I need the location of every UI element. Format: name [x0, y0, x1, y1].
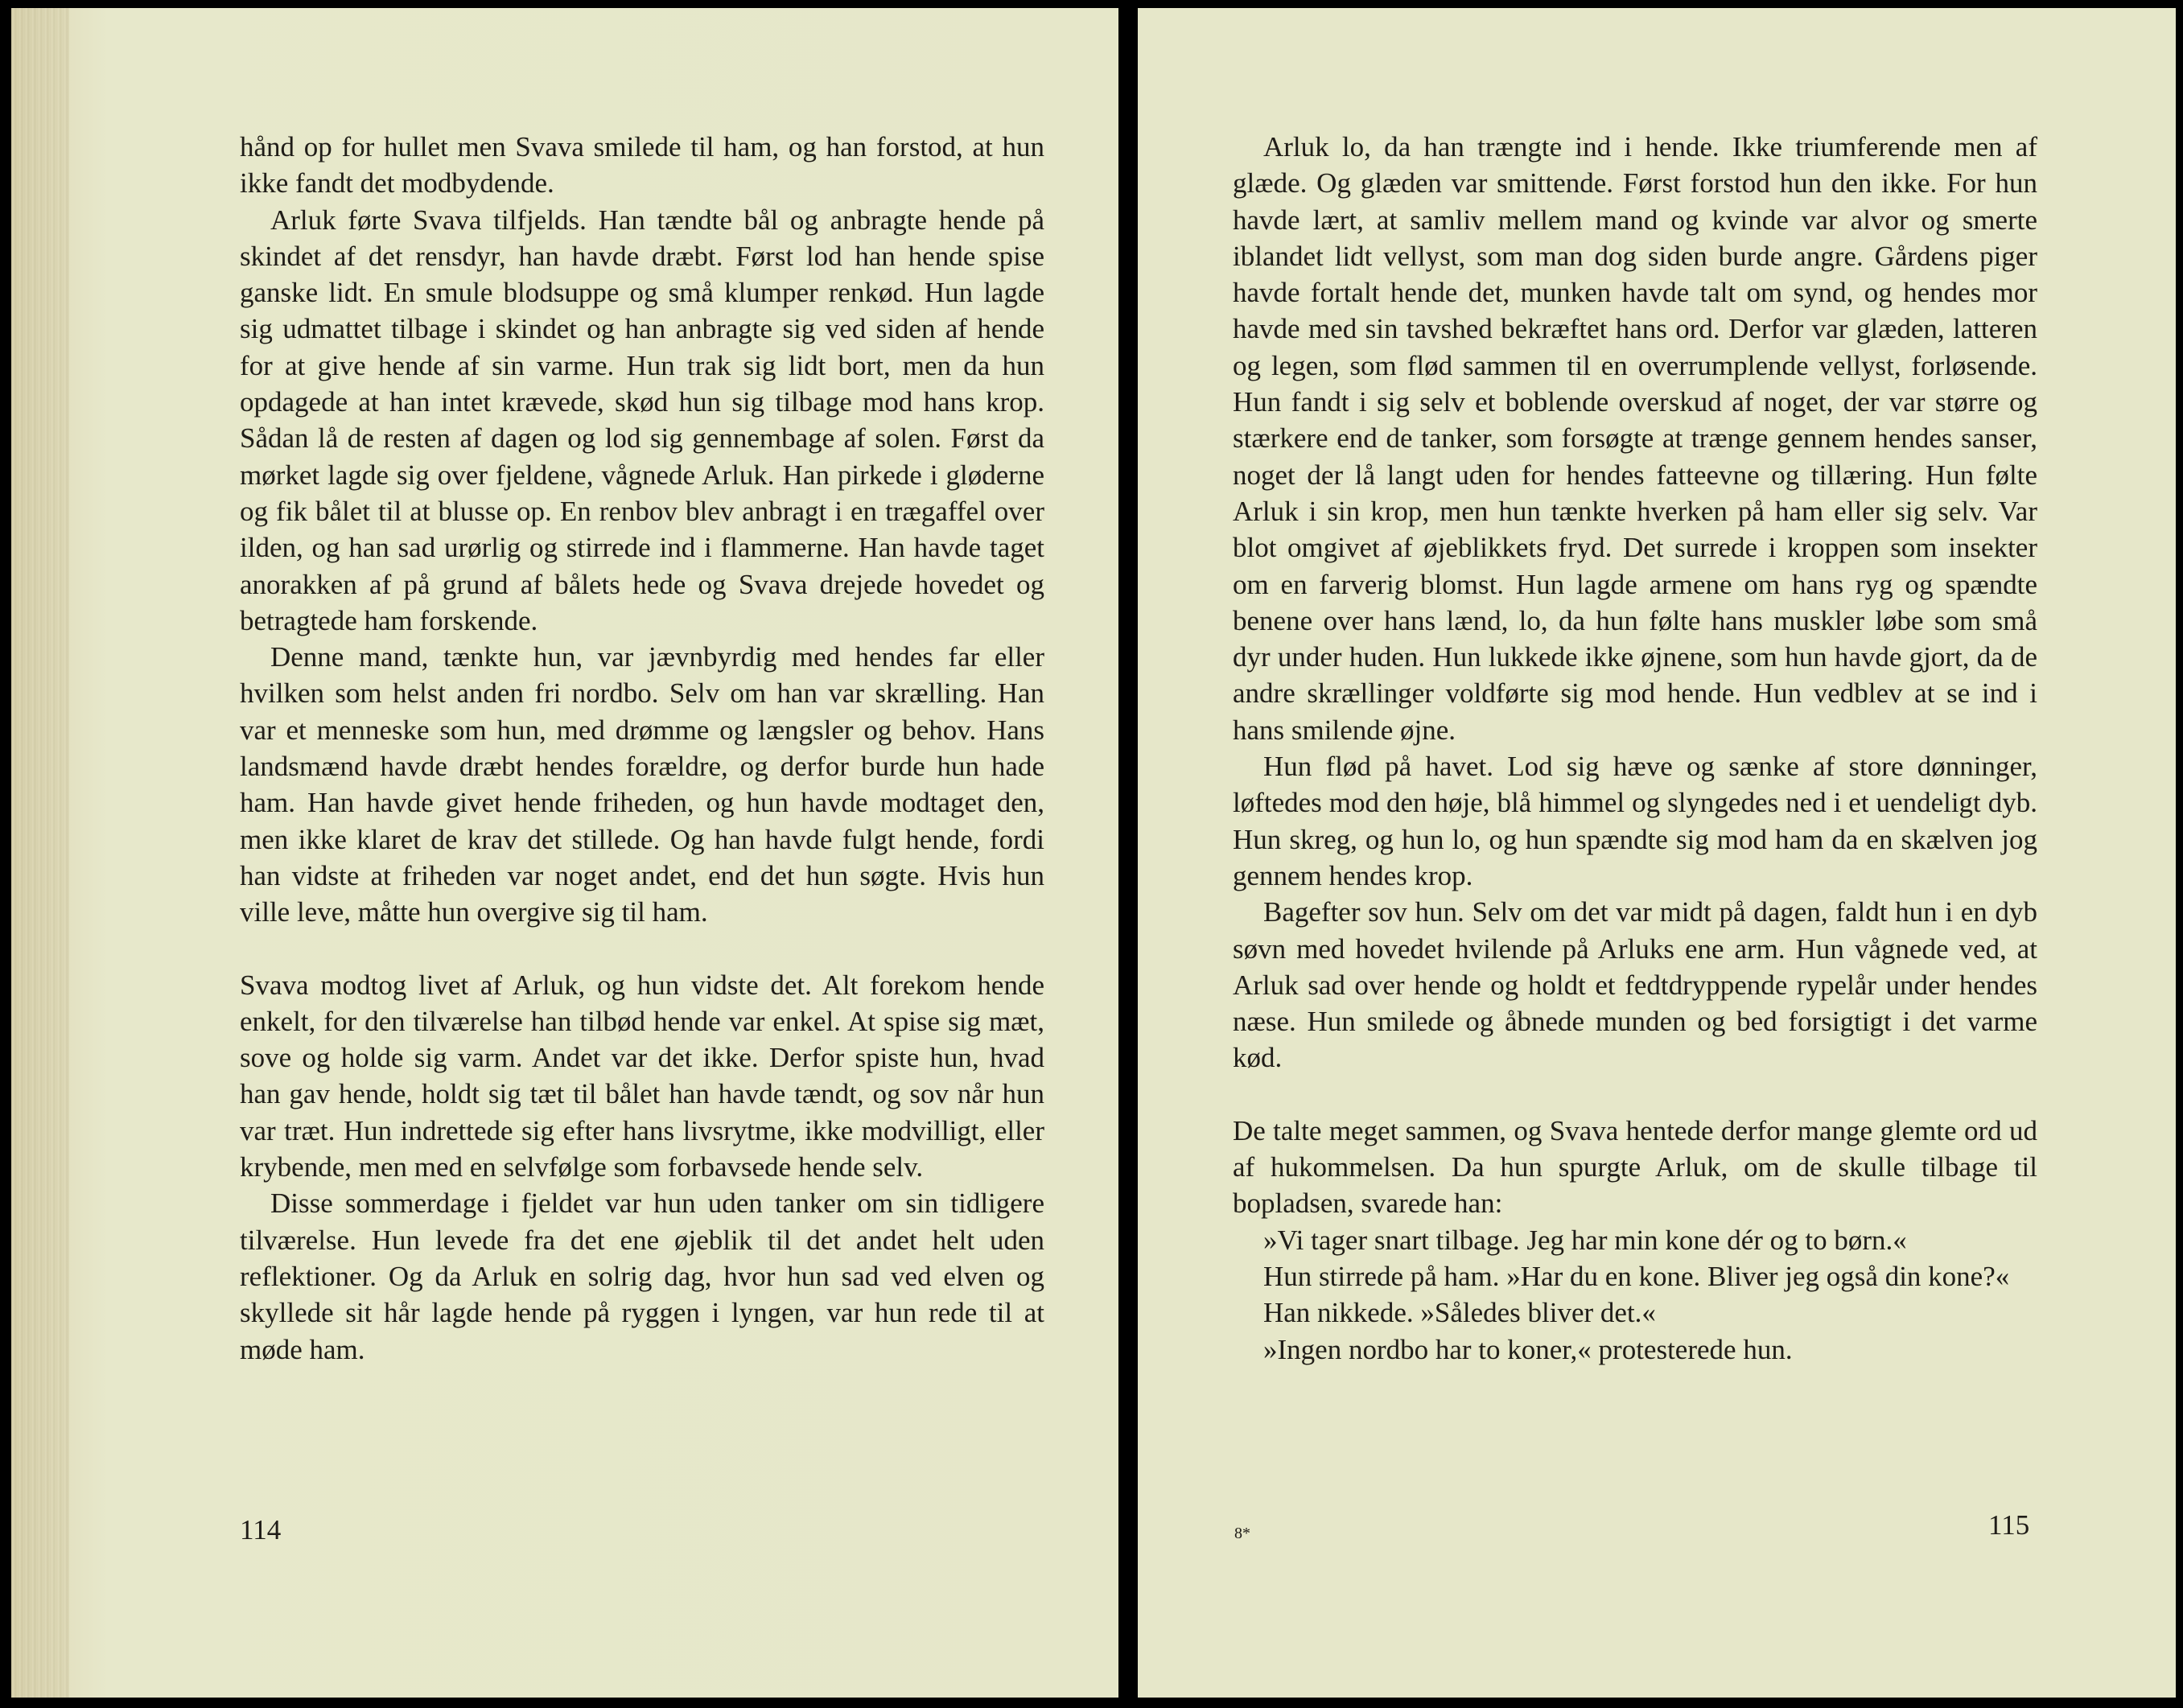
dialogue-line: »Ingen nordbo har to koner,« protesterede hun.	[1263, 1333, 1793, 1365]
dialogue-line: Hun stirrede på ham. »Har du en kone. Bliver jeg også din kone?«	[1263, 1260, 2010, 1292]
right-page-text	[1233, 129, 2037, 1368]
paragraph: Hun flød på havet. Lod sig hæve og sænke af store dønninger, løftedes mod den høje, blå himmel og slyngedes ned i et uendeligt dyb. Hun skreg, og hun lo, og hun spændte sig mod ham da en skælven jog gennem hendes krop.	[1233, 751, 2037, 891]
right-page	[1138, 8, 2176, 1698]
page-edge	[11, 8, 69, 1698]
paragraph: Disse sommerdage i fjeldet var hun uden tanker om sin tidligere tilværelse. Hun levede fra det ene øjeblik til det andet helt uden reflektioner. Og da Arluk en solrig dag, hvor hun sad ved elven og skyllede sit hår lagde hende på ryggen i lyngen, var hun rede til at møde ham.	[240, 1187, 1044, 1365]
dialogue-line: »Vi tager snart tilbage. Jeg har min kone dér og to børn.«	[1263, 1224, 1907, 1256]
page-number: 114	[240, 1514, 282, 1545]
dialogue-line: Han nikkede. »Således bliver det.«	[1263, 1297, 1656, 1329]
paragraph: hånd op for hullet men Svava smilede til ham, og han forstod, at hun ikke fandt det modbydende.	[240, 131, 1044, 200]
paragraph: Arluk førte Svava tilfjelds. Han tændte bål og anbragte hende på skindet af det rensdyr, han havde dræbt. Først lod han hende spise ganske lidt. En smule blodsuppe og små klumper renkød. Hun lagde sig udmattet tilbage i skindet og han anbragte sig ved siden af hende for at give hende af sin varme. Hun trak sig lidt bort, men da hun opdagede at han intet krævede, skød hun sig tilbage mod hans krop. Sådan lå de resten af dagen og lod sig gennembage af solen. Først da mørket lagde sig over fjeldene, vågnede Arluk. Han pirkede i gløderne og fik bålet til at blusse op. En renbov blev anbragt i en trægaffel over ilden, og han sad urørlig og stirrede ind i flammerne. Han havde taget anorakken af på grund af bålets hede og Svava drejede hovedet og betragtede ham forskende.	[240, 204, 1044, 636]
paragraph: Bagefter sov hun. Selv om det var midt på dagen, faldt hun i en dyb søvn med hovedet hvilende på Arluks ene arm. Hun vågnede ved, at Arluk sad over hende og holdt et fedtdryppende rypelår under hendes næse. Hun smilede og åbnede munden og bed forsigtigt i det varme kød.	[1233, 896, 2037, 1074]
paragraph: De talte meget sammen, og Svava hentede derfor mange glemte ord ud af hukommelsen. Da hun spurgte Arluk, om de skulle tilbage til bopladsen, svarede han:	[1233, 1114, 2037, 1220]
paragraph: Denne mand, tænkte hun, var jævnbyrdig med hendes far eller hvilken som helst anden fri nordbo. Selv om han var skrælling. Han var et menneske som hun, med drømme og længsler og behov. Hans landsmænd havde dræbt hendes forældre, og derfor burde hun hade ham. Han havde givet hende friheden, og hun havde modtaget den, men ikke klaret de krav det stillede. Og han havde fulgt hende, fordi han vidste at friheden var noget andet, end det hun søgte. Hvis hun ville leve, måtte hun overgive sig til ham.	[240, 641, 1044, 928]
left-page	[11, 8, 1118, 1698]
left-page-text	[240, 129, 1044, 1368]
signature-mark: 8*	[1234, 1525, 1250, 1542]
paragraph: Svava modtog livet af Arluk, og hun vidste det. Alt forekom hende enkelt, for den tilværelse han tilbød hende var enkel. At spise sig mæt, sove og holde sig varm. Andet var det ikke. Derfor spiste hun, hvad han gav hende, holdt sig tæt til bålet han havde tændt, og sov når hun var træt. Hun indrettede sig efter hans livsrytme, ikke modvilligt, eller krybende, men med en selvfølge som forbavsede hende selv.	[240, 969, 1044, 1183]
page-number: 115	[1988, 1509, 2030, 1541]
paragraph: Arluk lo, da han trængte ind i hende. Ikke triumferende men af glæde. Og glæden var smittende. Først forstod hun den ikke. For hun havde lært, at samliv mellem mand og kvinde var alvor og smerte iblandet lidt vellyst, som man dog siden burde angre. Gårdens piger havde fortalt hende det, munken havde talt om synd, og hendes mor havde med sin tavshed bekræftet hans ord. Derfor var glæden, latteren og legen, som flød sammen til en overrumplende vellyst, forløsende. Hun fandt i sig selv et boblende overskud af noget, der var større og stærkere end de tanker, som forsøgte at trænge gennem hendes sanser, noget der lå langt uden for hendes fatteevne og tillæring. Hun følte Arluk i sin krop, men hun tænkte hverken på ham eller sig selv. Var blot omgivet af øjeblikkets fryd. Det surrede i kroppen som insekter om en farverig blomst. Hun lagde armene om hans ryg og spændte benene over hans lænd, lo, da hun følte hans muskler løbe som små dyr under huden. Hun lukkede ikke øjnene, som hun havde gjort, da de andre skrællinger voldførte sig mod hende. Hun vedblev at se ind i hans smilende øjne.	[1233, 131, 2037, 746]
